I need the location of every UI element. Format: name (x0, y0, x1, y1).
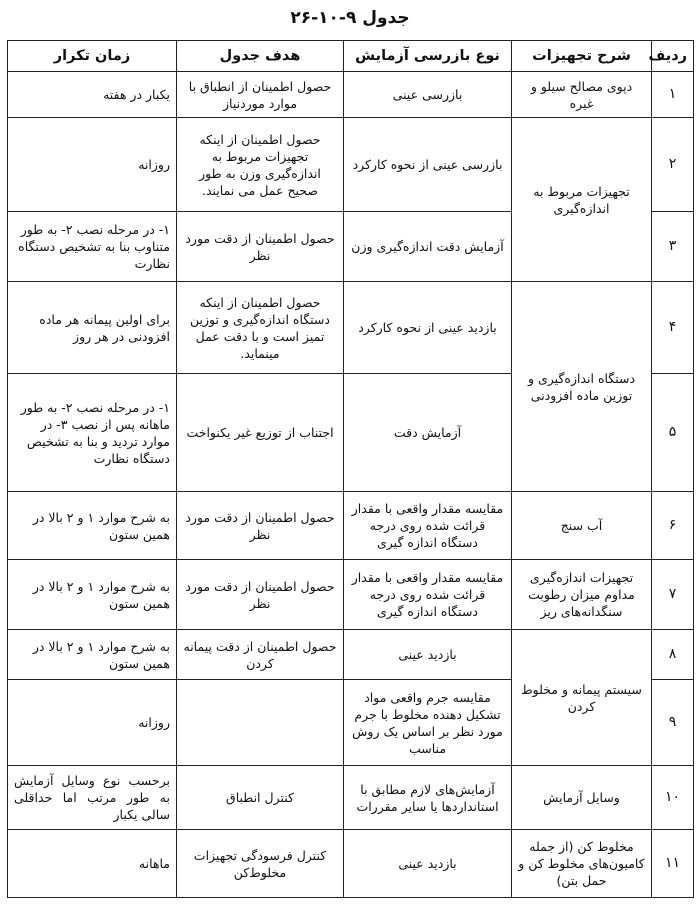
goal-cell: اجتناب از توزیع غیر یکنواخت (177, 374, 344, 492)
equipment-cell: دپوی مصالح سیلو و غیره (512, 72, 652, 118)
test-cell: مقایسه مقدار واقعی با مقدار قرائت شده روی درجه دستگاه اندازه گیری (344, 560, 512, 630)
test-cell: بازرسی عینی (344, 72, 512, 118)
equipment-cell: آب سنج (512, 492, 652, 560)
header-equipment: شرح تجهیزات (512, 41, 652, 72)
table-title: جدول ۹-۱۰-۲۶ (290, 8, 410, 28)
goal-cell: حصول اطمینان از دقت مورد نظر (177, 212, 344, 282)
test-cell: آزمایش‌های لازم مطابق با استانداردها یا سایر مقررات (344, 766, 512, 830)
frequency-cell: برحسب نوع وسایل آزمایش به طور مرتب اما حداقلی سالی یکبار (8, 766, 177, 830)
frequency-cell: به شرح موارد ۱ و ۲ بالا در همین ستون (8, 630, 177, 680)
frequency-cell: ماهانه (8, 830, 177, 898)
equipment-cell: تجهیزات اندازه‌گیری مداوم میزان رطوبت سنگدانه‌های ریز (512, 560, 652, 630)
frequency-cell: به شرح موارد ۱ و ۲ بالا در همین ستون (8, 560, 177, 630)
frequency-cell: روزانه (8, 118, 177, 212)
test-cell: مقایسه مقدار واقعی با مقدار قرائت شده روی درجه دستگاه اندازه گیری (344, 492, 512, 560)
header-frequency: زمان تکرار (8, 41, 177, 72)
frequency-cell: ۱- در مرحله نصب ۲- به طور ماهانه پس از نصب ۳- در موارد تردید و بنا به تشخیص دستگاه نظارت (8, 374, 177, 492)
goal-cell: حصول اطمینان از دقت پیمانه کردن (177, 630, 344, 680)
equipment-inspection-table (7, 40, 694, 898)
frequency-cell: ۱- در مرحله نصب ۲- به طور متناوب بنا به تشخیص دستگاه نظارت (8, 212, 177, 282)
header-row-number: ردیف (652, 41, 694, 72)
goal-cell: حصول اطمینان از اینکه تجهیزات مربوط به اندازه‌گیری وزن به طور صحیح عمل می نمایند. (177, 118, 344, 212)
equipment-cell: دستگاه اندازه‌گیری و توزین ماده افزودنی (512, 282, 652, 492)
goal-cell: کنترل فرسودگی تجهیزات مخلوط‌کن (177, 830, 344, 898)
row-number: ۲ (652, 118, 694, 212)
row-number: ۹ (652, 680, 694, 766)
test-cell: بازدید عینی (344, 630, 512, 680)
frequency-cell: برای اولین پیمانه هر ماده افزودنی در هر روز (8, 282, 177, 374)
test-cell: بازرسی عینی از نحوه کارکرد (344, 118, 512, 212)
header-row (8, 41, 694, 72)
row-number: ۱۰ (652, 766, 694, 830)
table-row (8, 630, 694, 680)
goal-cell: حصول اطمینان از دقت مورد نظر (177, 492, 344, 560)
frequency-cell: به شرح موارد ۱ و ۲ بالا در همین ستون (8, 492, 177, 560)
equipment-cell: تجهیزات مربوط به اندازه‌گیری (512, 118, 652, 282)
equipment-cell: سیستم پیمانه و مخلوط کردن (512, 630, 652, 766)
frequency-cell: یکبار در هفته (8, 72, 177, 118)
row-number: ۶ (652, 492, 694, 560)
header-goal: هدف جدول (177, 41, 344, 72)
goal-cell: کنترل انطباق (177, 766, 344, 830)
test-cell: بازدید عینی از نحوه کارکرد (344, 282, 512, 374)
goal-cell: حصول اطمینان از اینکه دستگاه اندازه‌گیری و توزین تمیز است و با دقت عمل مینماید. (177, 282, 344, 374)
row-number: ۴ (652, 282, 694, 374)
row-number: ۱ (652, 72, 694, 118)
row-number: ۱۱ (652, 830, 694, 898)
table-row (8, 282, 694, 374)
goal-cell: حصول اطمینان از انطباق با موارد موردنیاز (177, 72, 344, 118)
goal-cell (177, 680, 344, 766)
test-cell: آزمایش دقت اندازه‌گیری وزن (344, 212, 512, 282)
header-test-type: نوع بازرسی آزمایش (344, 41, 512, 72)
test-cell: بازدید عینی (344, 830, 512, 898)
test-cell: آزمایش دقت (344, 374, 512, 492)
row-number: ۳ (652, 212, 694, 282)
equipment-cell: وسایل آزمایش (512, 766, 652, 830)
goal-cell: حصول اطمینان از دقت مورد نظر (177, 560, 344, 630)
table-row (8, 560, 694, 630)
frequency-cell: روزانه (8, 680, 177, 766)
test-cell: مقایسه جرم واقعی مواد تشکیل دهنده مخلوط با جرم مورد نظر بر اساس یک روش مناسب (344, 680, 512, 766)
row-number: ۷ (652, 560, 694, 630)
table-row (8, 118, 694, 212)
table-row (8, 830, 694, 898)
equipment-cell: مخلوط کن (از جمله کامیون‌های مخلوط کن و حمل بتن) (512, 830, 652, 898)
table-row (8, 492, 694, 560)
row-number: ۸ (652, 630, 694, 680)
table-row (8, 72, 694, 118)
table-row (8, 766, 694, 830)
row-number: ۵ (652, 374, 694, 492)
